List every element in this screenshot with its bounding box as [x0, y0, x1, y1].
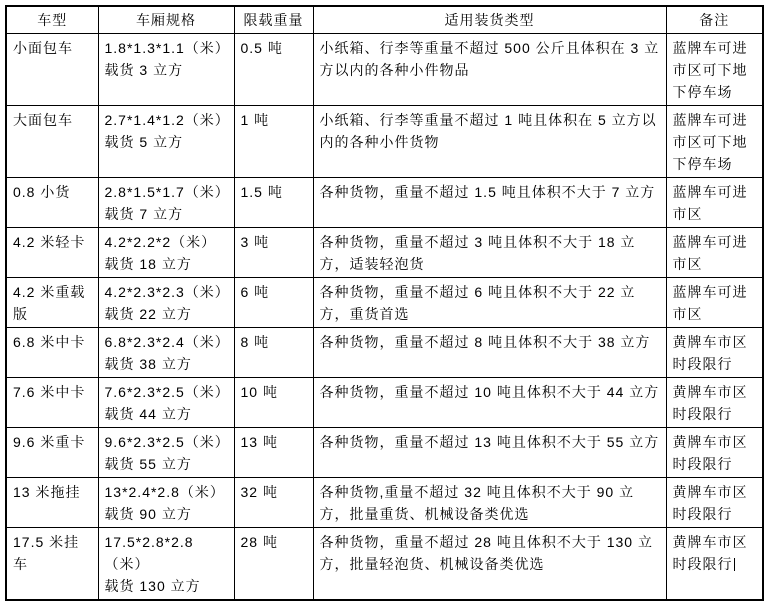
spec-dimensions-text: 7.6*2.3*2.5（米） — [104, 384, 230, 400]
remark-text: 蓝牌车可进市区 — [672, 234, 748, 272]
vehicle-type-text: 0.8 小货 — [13, 184, 71, 200]
vehicle-type-text: 17.5 米挂车 — [13, 534, 80, 572]
cell-cargo-types[interactable] — [313, 228, 666, 278]
col-header-label: 备注 — [699, 12, 730, 28]
cell-remark[interactable] — [666, 178, 763, 228]
spec-volume-text: 载货 5 立方 — [104, 134, 184, 150]
spec-volume-text: 载货 55 立方 — [104, 456, 192, 472]
cell-cargo-types[interactable] — [313, 528, 666, 601]
cargo-types-text: 各种货物，重量不超过 1.5 吨且体积不大于 7 立方 — [319, 184, 656, 200]
cell-remark[interactable] — [666, 278, 763, 328]
spec-volume-text: 载货 18 立方 — [104, 256, 192, 272]
table-row — [6, 478, 763, 528]
col-header-label: 车厢规格 — [136, 12, 196, 28]
cell-cargo-types[interactable] — [313, 178, 666, 228]
vehicle-type-text: 4.2 米轻卡 — [13, 234, 86, 250]
cell-load-limit[interactable] — [234, 34, 313, 106]
spec-dimensions-text: 6.8*2.3*2.4（米） — [104, 334, 230, 350]
spec-dimensions-text: 4.2*2.2*2（米） — [104, 234, 217, 250]
col-header-cargo-types[interactable] — [313, 6, 666, 34]
cell-remark[interactable] — [666, 428, 763, 478]
cell-spec[interactable] — [98, 428, 234, 478]
load-limit-text: 8 吨 — [240, 334, 270, 350]
remark-text: 蓝牌车可进市区 — [672, 284, 748, 322]
cell-vehicle-type[interactable] — [6, 178, 98, 228]
cargo-types-text: 各种货物，重量不超过 13 吨且体积不大于 55 立方 — [319, 434, 660, 450]
cell-spec[interactable] — [98, 528, 234, 601]
load-limit-text: 32 吨 — [240, 484, 278, 500]
cell-load-limit[interactable] — [234, 228, 313, 278]
cell-remark[interactable] — [666, 228, 763, 278]
spec-dimensions-text: 17.5*2.8*2.8（米） — [104, 534, 194, 572]
spec-volume-text: 载货 38 立方 — [104, 356, 192, 372]
cell-vehicle-type[interactable] — [6, 528, 98, 601]
load-limit-text: 0.5 吨 — [240, 40, 283, 56]
cell-load-limit[interactable] — [234, 478, 313, 528]
load-limit-text: 3 吨 — [240, 234, 270, 250]
col-header-spec[interactable] — [98, 6, 234, 34]
cell-vehicle-type[interactable] — [6, 34, 98, 106]
table-row — [6, 428, 763, 478]
col-header-remark[interactable] — [666, 6, 763, 34]
cargo-types-text: 各种货物，重量不超过 3 吨且体积不大于 18 立方，适装轻泡货 — [319, 234, 636, 272]
vehicle-type-text: 13 米拖挂 — [13, 484, 81, 500]
spec-dimensions-text: 4.2*2.3*2.3（米） — [104, 284, 230, 300]
cell-load-limit[interactable] — [234, 178, 313, 228]
cell-remark[interactable] — [666, 378, 763, 428]
cell-spec[interactable] — [98, 106, 234, 178]
spec-dimensions-text: 2.7*1.4*1.2（米） — [104, 112, 230, 128]
remark-text: 黄牌车市区时段限行 — [672, 484, 748, 522]
cargo-types-text: 各种货物，重量不超过 10 吨且体积不大于 44 立方 — [319, 384, 660, 400]
table-row — [6, 228, 763, 278]
vehicle-type-text: 7.6 米中卡 — [13, 384, 86, 400]
col-header-label: 车型 — [37, 12, 68, 28]
vehicle-type-text: 4.2 米重载版 — [13, 284, 86, 322]
cargo-types-text: 各种货物，重量不超过 8 吨且体积不大于 38 立方 — [319, 334, 651, 350]
cargo-types-text: 各种货物，重量不超过 28 吨且体积不大于 130 立方，批量轻泡货、机械设备类优选 — [319, 534, 653, 572]
remark-text: 蓝牌车可进市区可下地下停车场 — [672, 112, 748, 172]
col-header-vehicle-type[interactable] — [6, 6, 98, 34]
text-cursor — [734, 558, 735, 571]
cell-vehicle-type[interactable] — [6, 106, 98, 178]
table-row — [6, 178, 763, 228]
cell-vehicle-type[interactable] — [6, 478, 98, 528]
spec-volume-text: 载货 22 立方 — [104, 306, 192, 322]
cell-remark[interactable] — [666, 328, 763, 378]
table-row — [6, 34, 763, 106]
cell-vehicle-type[interactable] — [6, 228, 98, 278]
table-row — [6, 106, 763, 178]
spec-dimensions-text: 13*2.4*2.8（米） — [104, 484, 225, 500]
cell-load-limit[interactable] — [234, 528, 313, 601]
load-limit-text: 10 吨 — [240, 384, 278, 400]
cell-cargo-types[interactable] — [313, 478, 666, 528]
cell-vehicle-type[interactable] — [6, 428, 98, 478]
table-row — [6, 328, 763, 378]
cell-load-limit[interactable] — [234, 278, 313, 328]
vehicle-type-text: 小面包车 — [13, 40, 73, 56]
cell-remark[interactable] — [666, 106, 763, 178]
cell-load-limit[interactable] — [234, 378, 313, 428]
cargo-types-text: 小纸箱、行李等重量不超过 1 吨且体积在 5 立方以内的各种小件货物 — [319, 112, 657, 150]
spec-volume-text: 载货 130 立方 — [104, 578, 201, 594]
cell-cargo-types[interactable] — [313, 328, 666, 378]
cargo-types-text: 各种货物,重量不超过 32 吨且体积不大于 90 立方，批量重货、机械设备类优选 — [319, 484, 635, 522]
table-header-row — [6, 6, 763, 34]
cell-spec[interactable] — [98, 478, 234, 528]
cell-spec[interactable] — [98, 228, 234, 278]
load-limit-text: 1.5 吨 — [240, 184, 283, 200]
cell-remark[interactable] — [666, 528, 763, 601]
spec-dimensions-text: 1.8*1.3*1.1（米） — [104, 40, 230, 56]
vehicle-type-text: 9.6 米重卡 — [13, 434, 86, 450]
remark-text: 黄牌车市区时段限行 — [672, 534, 748, 572]
cell-cargo-types[interactable] — [313, 278, 666, 328]
cell-cargo-types[interactable] — [313, 378, 666, 428]
cell-vehicle-type[interactable] — [6, 328, 98, 378]
cell-spec[interactable] — [98, 378, 234, 428]
cell-vehicle-type[interactable] — [6, 278, 98, 328]
vehicle-type-text: 大面包车 — [13, 112, 73, 128]
remark-text: 黄牌车市区时段限行 — [672, 334, 748, 372]
cell-cargo-types[interactable] — [313, 106, 666, 178]
table-row — [6, 278, 763, 328]
remark-text: 蓝牌车可进市区 — [672, 184, 748, 222]
cell-vehicle-type[interactable] — [6, 378, 98, 428]
table-row — [6, 528, 763, 601]
load-limit-text: 13 吨 — [240, 434, 278, 450]
cell-load-limit[interactable] — [234, 328, 313, 378]
col-header-load-limit[interactable] — [234, 6, 313, 34]
spec-volume-text: 载货 3 立方 — [104, 62, 184, 78]
table-row — [6, 378, 763, 428]
col-header-label: 限载重量 — [243, 12, 304, 28]
cell-cargo-types[interactable] — [313, 428, 666, 478]
cell-remark[interactable] — [666, 478, 763, 528]
spec-dimensions-text: 9.6*2.3*2.5（米） — [104, 434, 230, 450]
remark-text: 黄牌车市区时段限行 — [672, 384, 748, 422]
vehicle-type-text: 6.8 米中卡 — [13, 334, 86, 350]
spec-volume-text: 载货 7 立方 — [104, 206, 184, 222]
cell-load-limit[interactable] — [234, 106, 313, 178]
spec-dimensions-text: 2.8*1.5*1.7（米） — [104, 184, 230, 200]
cell-spec[interactable] — [98, 328, 234, 378]
load-limit-text: 1 吨 — [240, 112, 270, 128]
spec-volume-text: 载货 90 立方 — [104, 506, 192, 522]
col-header-label: 适用装货类型 — [444, 12, 535, 28]
vehicle-table — [5, 5, 764, 601]
cell-cargo-types[interactable] — [313, 34, 666, 106]
spec-volume-text: 载货 44 立方 — [104, 406, 192, 422]
cell-spec[interactable] — [98, 278, 234, 328]
cell-spec[interactable] — [98, 34, 234, 106]
cargo-types-text: 小纸箱、行李等重量不超过 500 公斤且体积在 3 立方以内的各种小件物品 — [319, 40, 660, 78]
remark-text: 蓝牌车可进市区可下地下停车场 — [672, 40, 748, 100]
load-limit-text: 6 吨 — [240, 284, 270, 300]
cargo-types-text: 各种货物，重量不超过 6 吨且体积不大于 22 立方，重货首选 — [319, 284, 636, 322]
cell-load-limit[interactable] — [234, 428, 313, 478]
cell-remark[interactable] — [666, 34, 763, 106]
cell-spec[interactable] — [98, 178, 234, 228]
remark-text: 黄牌车市区时段限行 — [672, 434, 748, 472]
load-limit-text: 28 吨 — [240, 534, 278, 550]
